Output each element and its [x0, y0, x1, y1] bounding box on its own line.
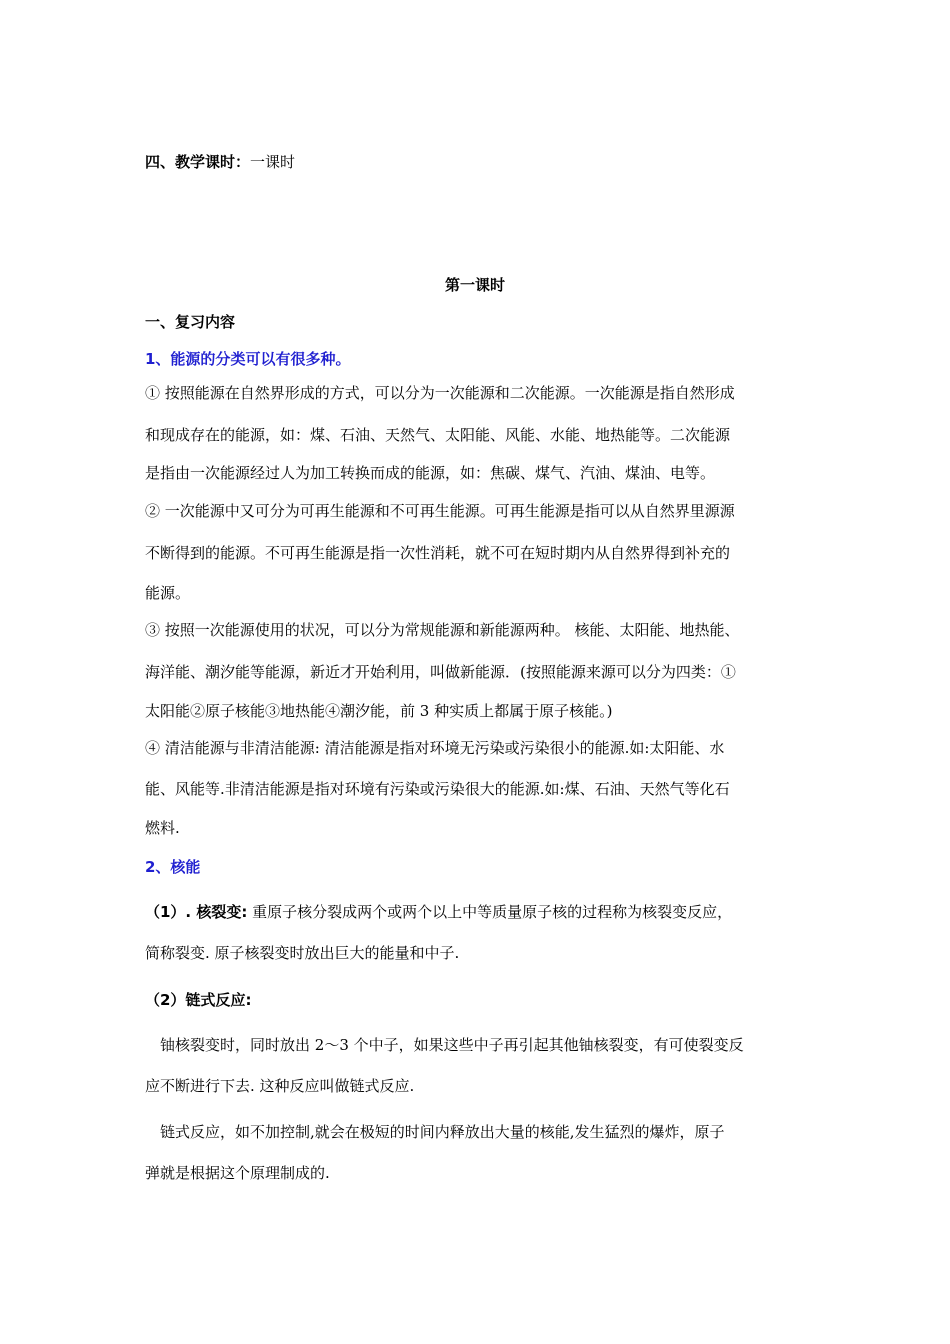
- p2-line-3: 能源。: [145, 584, 191, 602]
- item2-title: 2、核能: [145, 858, 201, 876]
- lesson-title: 第一课时: [444, 276, 505, 294]
- p3-line-3: 太阳能②原子核能③地热能④潮汐能，前 3 种实质上都属于原子核能。): [145, 702, 613, 720]
- chain-reaction-label: （2）链式反应:: [145, 991, 252, 1009]
- chain-p2-line-2: 弹就是根据这个原理制成的.: [145, 1164, 330, 1182]
- item1-title: 1、能源的分类可以有很多种。: [145, 350, 351, 368]
- teaching-hours-line: [145, 152, 815, 172]
- p2-line-2: 不断得到的能源。不可再生能源是指一次性消耗，就不可在短时期内从自然界得到补充的: [145, 544, 731, 562]
- p1-line-1: ① 按照能源在自然界形成的方式，可以分为一次能源和二次能源。一次能源是指自然形成: [145, 384, 735, 402]
- section-review-title: 一、复习内容: [145, 313, 236, 331]
- p3-line-2: 海洋能、潮汐能等能源，新近才开始利用，叫做新能源．(按照能源来源可以分为四类：①: [145, 663, 736, 681]
- fission-text-1: 重原子核分裂成两个或两个以上中等质量原子核的过程称为核裂变反应，: [247, 903, 733, 921]
- teaching-hours-label: 四、教学课时：: [145, 153, 251, 171]
- chain-p2-line-1: 链式反应，如不加控制,就会在极短的时间内释放出大量的核能,发生猛烈的爆炸，原子: [160, 1123, 725, 1141]
- p3-line-1: ③ 按照一次能源使用的状况，可以分为常规能源和新能源两种。 核能、太阳能、地热能、: [145, 621, 740, 639]
- teaching-hours-value: 一课时: [250, 153, 296, 171]
- p4-line-1: ④ 清洁能源与非清洁能源: 清洁能源是指对环境无污染或污染很小的能源.如:太阳能、水: [145, 739, 725, 757]
- p4-line-3: 燃料.: [145, 819, 180, 837]
- p1-line-3: 是指由一次能源经过人为加工转换而成的能源，如：焦碳、煤气、汽油、煤油、电等。: [145, 464, 716, 482]
- fission-line-2: 简称裂变. 原子核裂变时放出巨大的能量和中子.: [145, 944, 460, 962]
- p1-line-2: 和现成存在的能源，如：煤、石油、天然气、太阳能、风能、水能、地热能等。二次能源: [145, 426, 731, 444]
- p2-line-1: ② 一次能源中又可分为可再生能源和不可再生能源。可再生能源是指可以从自然界里源源: [145, 502, 735, 520]
- chain-p1-line-1: 铀核裂变时，同时放出 2～3 个中子，如果这些中子再引起其他铀核裂变，有可使裂变反: [160, 1036, 744, 1054]
- fission-label: （1）. 核裂变:: [145, 903, 248, 921]
- p4-line-2: 能、风能等.非清洁能源是指对环境有污染或污染很大的能源.如:煤、石油、天然气等化石: [145, 780, 730, 798]
- fission-line-1: [145, 902, 815, 922]
- chain-p1-line-2: 应不断进行下去. 这种反应叫做链式反应.: [145, 1077, 415, 1095]
